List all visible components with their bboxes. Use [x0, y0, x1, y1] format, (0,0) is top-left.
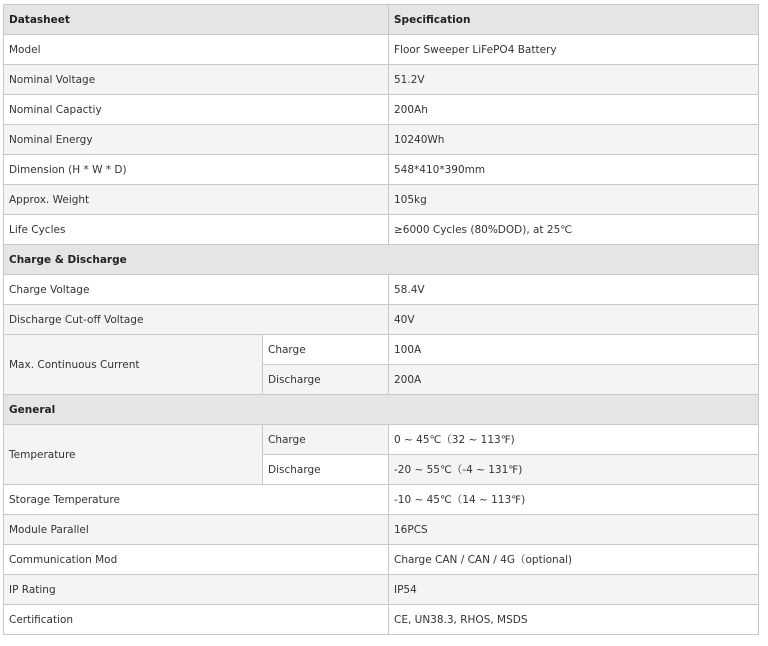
header-specification: Specification [389, 5, 759, 35]
table-row [4, 575, 759, 605]
row-value-discharge-temperature: -20 ~ 55℃（-4 ~ 131℉) [389, 455, 759, 485]
row-value-charge-temperature: 0 ~ 45℃（32 ~ 113℉) [389, 425, 759, 455]
row-label-nominal-voltage: Nominal Voltage [4, 65, 389, 95]
row-value-nominal-capacity: 200Ah [389, 95, 759, 125]
section-header-row [4, 395, 759, 425]
row-label-ip-rating: IP Rating [4, 575, 389, 605]
table-row [4, 425, 759, 455]
row-label-nominal-capacity: Nominal Capactiy [4, 95, 389, 125]
row-label-storage-temperature: Storage Temperature [4, 485, 389, 515]
sub-label-charge: Charge [263, 335, 389, 365]
table-row [4, 125, 759, 155]
row-value-max-charge-current: 100A [389, 335, 759, 365]
row-value-charge-voltage: 58.4V [389, 275, 759, 305]
sub-label-discharge: Discharge [263, 455, 389, 485]
table-row [4, 545, 759, 575]
row-value-model: Floor Sweeper LiFePO4 Battery [389, 35, 759, 65]
row-value-module-parallel: 16PCS [389, 515, 759, 545]
sub-label-discharge: Discharge [263, 365, 389, 395]
row-value-cutoff-voltage: 40V [389, 305, 759, 335]
row-label-weight: Approx. Weight [4, 185, 389, 215]
row-label-cutoff-voltage: Discharge Cut-off Voltage [4, 305, 389, 335]
row-label-model: Model [4, 35, 389, 65]
sub-label-charge: Charge [263, 425, 389, 455]
row-value-storage-temperature: -10 ~ 45℃（14 ~ 113℉) [389, 485, 759, 515]
section-title-charge-discharge: Charge & Discharge [4, 245, 759, 275]
row-value-communication: Charge CAN / CAN / 4G（optional) [389, 545, 759, 575]
section-header-row [4, 245, 759, 275]
table-row [4, 215, 759, 245]
row-value-weight: 105kg [389, 185, 759, 215]
row-value-ip-rating: IP54 [389, 575, 759, 605]
row-label-dimension: Dimension (H * W * D) [4, 155, 389, 185]
table-row [4, 275, 759, 305]
row-label-module-parallel: Module Parallel [4, 515, 389, 545]
row-value-nominal-energy: 10240Wh [389, 125, 759, 155]
table-row [4, 95, 759, 125]
row-label-max-current: Max. Continuous Current [4, 335, 263, 395]
row-value-life-cycles: ≥6000 Cycles (80%DOD), at 25℃ [389, 215, 759, 245]
row-label-life-cycles: Life Cycles [4, 215, 389, 245]
row-value-max-discharge-current: 200A [389, 365, 759, 395]
header-datasheet: Datasheet [4, 5, 389, 35]
table-row [4, 485, 759, 515]
table-row [4, 185, 759, 215]
row-label-certification: Certification [4, 605, 389, 635]
section-title-general: General [4, 395, 759, 425]
row-label-temperature: Temperature [4, 425, 263, 485]
datasheet-table [3, 4, 759, 635]
table-header-row [4, 5, 759, 35]
row-label-nominal-energy: Nominal Energy [4, 125, 389, 155]
table-row [4, 35, 759, 65]
row-value-nominal-voltage: 51.2V [389, 65, 759, 95]
table-row [4, 335, 759, 365]
row-value-dimension: 548*410*390mm [389, 155, 759, 185]
table-row [4, 155, 759, 185]
row-value-certification: CE, UN38.3, RHOS, MSDS [389, 605, 759, 635]
row-label-communication: Communication Mod [4, 545, 389, 575]
row-label-charge-voltage: Charge Voltage [4, 275, 389, 305]
table-row [4, 515, 759, 545]
table-row [4, 605, 759, 635]
table-row [4, 65, 759, 95]
table-row [4, 305, 759, 335]
